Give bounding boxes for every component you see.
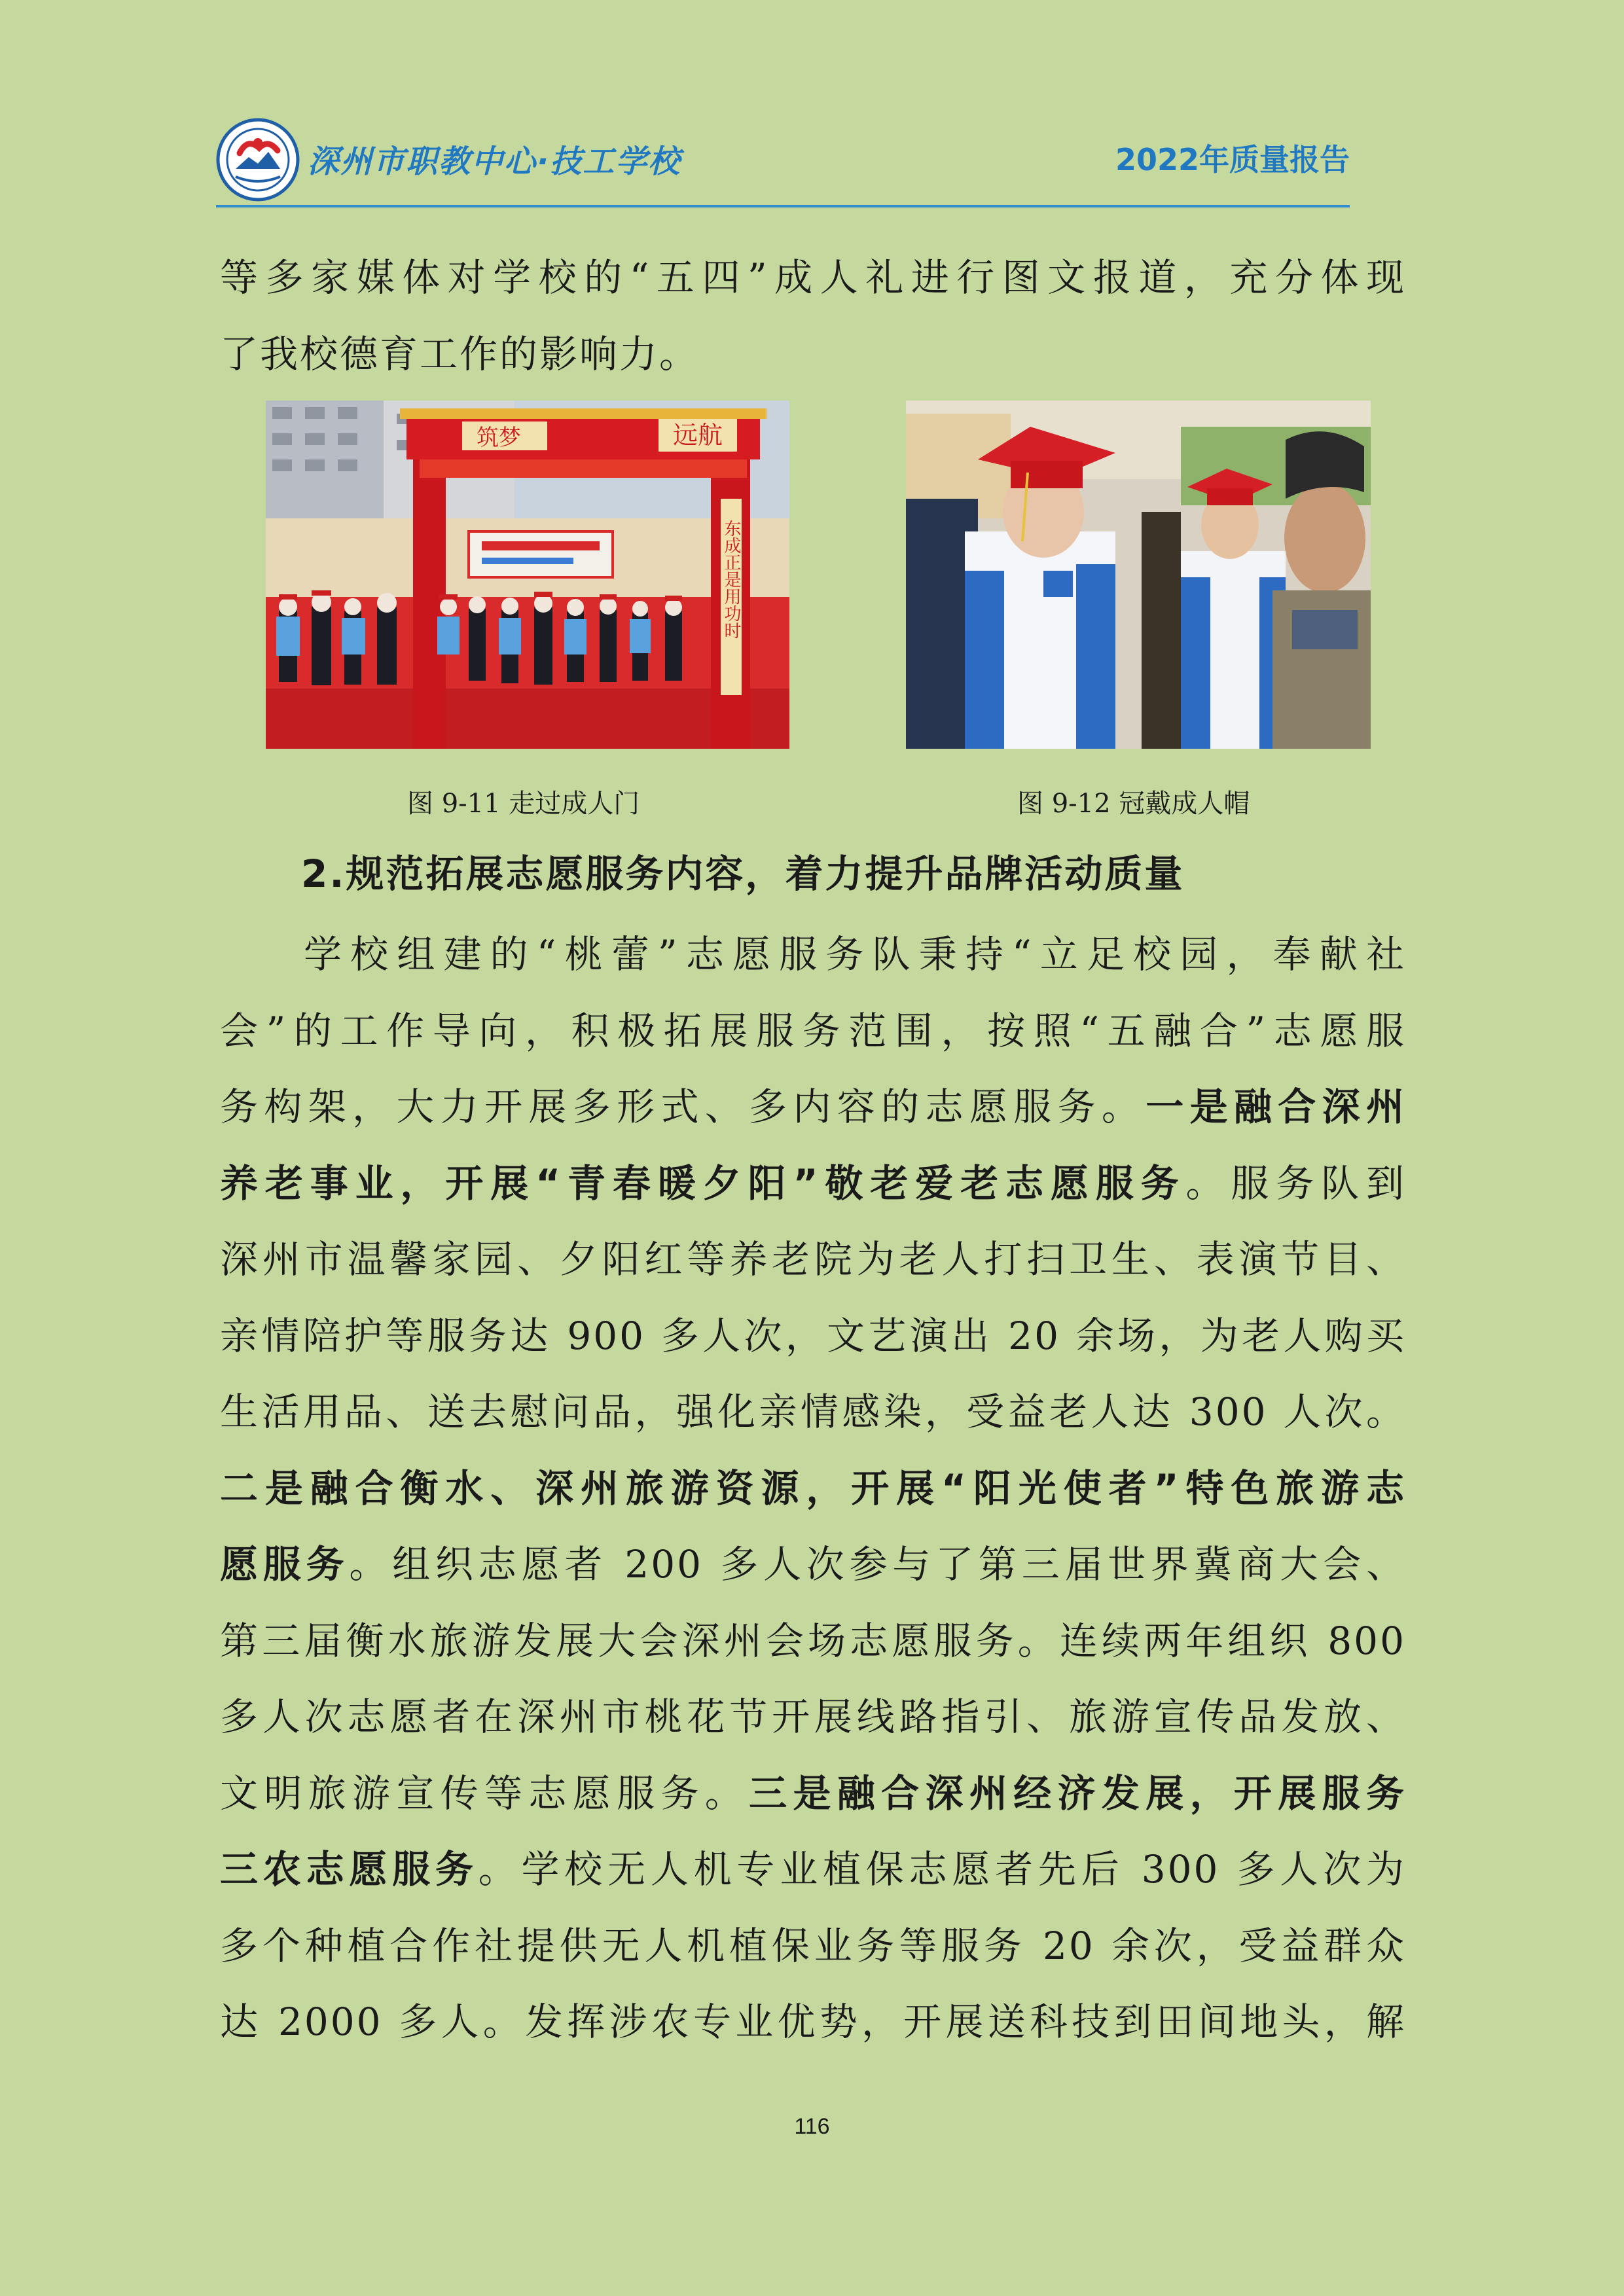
bold-text-run: 三是融合深州经济发展，开展服务 <box>749 1770 1406 1816</box>
text-run: 。组织志愿者 200 多人次参与了第三届世界冀商大会、 <box>349 1542 1406 1587</box>
body-line <box>220 1908 1406 1984</box>
page-number: 116 <box>794 2114 830 2139</box>
figure-caption: 图 9-11 走过成人门 <box>407 789 640 819</box>
figure-caption: 图 9-12 冠戴成人帽 <box>1017 789 1250 819</box>
text-run: 。服务队到 <box>1185 1160 1406 1206</box>
text-run: 多个种植合作社提供无人机植保业务等服务 20 余次，受益群众 <box>220 1923 1406 1968</box>
text-run: 务构架，大力开展多形式、多内容的志愿服务。 <box>220 1085 1146 1129</box>
bold-text-run: 养老事业，开展“青春暖夕阳”敬老爱老志愿服务 <box>220 1160 1186 1206</box>
pillar-text: 东成正是用功时 <box>721 520 741 639</box>
text-run: 学校组建的“桃蕾”志愿服务队秉持“立足校园，奉献社 <box>304 932 1406 977</box>
text-run: 会”的工作导向，积极拓展服务范围，按照“五融合”志愿服 <box>220 1008 1406 1053</box>
bold-text-run: 二是融合衡水、深州旅游资源，开展“阳光使者”特色旅游志 <box>220 1465 1406 1511</box>
body-line <box>220 1450 1406 1527</box>
school-logo-icon <box>216 118 300 202</box>
photo-graduation-cap <box>906 401 1371 749</box>
body-line <box>220 1984 1406 2060</box>
text-run: 亲情陪护等服务达 900 多人次，文艺演出 20 余场，为老人购买 <box>220 1313 1406 1358</box>
text-run: 生活用品、送去慰问品，强化亲情感染，受益老人达 300 人次。 <box>220 1390 1406 1434</box>
body-line <box>220 1145 1406 1222</box>
photo-coming-of-age-gate <box>266 401 789 749</box>
arch-text-right: 远航 <box>673 421 723 450</box>
page-header <box>216 118 1350 206</box>
text-run: 第三届衡水旅游发展大会深州会场志愿服务。连续两年组织 800 <box>220 1618 1406 1663</box>
text-run: 。学校无人机专业植保志愿者先后 300 多人次为 <box>478 1847 1406 1892</box>
body-paragraph <box>220 916 1406 2060</box>
school-name: 深州市职教中心·技工学校 <box>308 143 681 180</box>
text-run: 达 2000 多人。发挥涉农专业优势，开展送科技到田间地头，解 <box>220 2000 1406 2044</box>
text-run: 文明旅游宣传等志愿服务。 <box>220 1770 749 1816</box>
bold-text-run: 三农志愿服务 <box>220 1847 478 1892</box>
intro-line: 了我校德育工作的影响力。 <box>220 331 700 376</box>
body-line <box>220 1603 1406 1679</box>
body-line <box>220 1069 1406 1145</box>
body-line <box>220 916 1406 993</box>
intro-line: 等多家媒体对学校的“五四”成人礼进行图文报道，充分体现 <box>220 255 1406 300</box>
report-title: 2022年质量报告 <box>1115 142 1350 177</box>
body-line <box>220 1298 1406 1374</box>
body-line <box>220 1755 1406 1832</box>
body-line <box>220 993 1406 1069</box>
bold-text-run: 愿服务 <box>220 1542 350 1587</box>
text-run: 多人次志愿者在深州市桃花节开展线路指引、旅游宣传品发放、 <box>220 1695 1406 1739</box>
text-run: 深州市温馨家园、夕阳红等养老院为老人打扫卫生、表演节目、 <box>220 1237 1406 1282</box>
body-line <box>220 1679 1406 1755</box>
body-line <box>220 1374 1406 1450</box>
section-heading: 2.规范拓展志愿服务内容，着力提升品牌活动质量 <box>301 852 1185 896</box>
arch-text-left: 筑梦 <box>477 425 521 451</box>
bold-text-run: 一是融合深州 <box>1146 1085 1406 1129</box>
intro-paragraph <box>220 240 1406 392</box>
body-line <box>220 1831 1406 1908</box>
body-line <box>220 1221 1406 1298</box>
header-divider <box>216 205 1350 207</box>
body-line <box>220 1526 1406 1603</box>
